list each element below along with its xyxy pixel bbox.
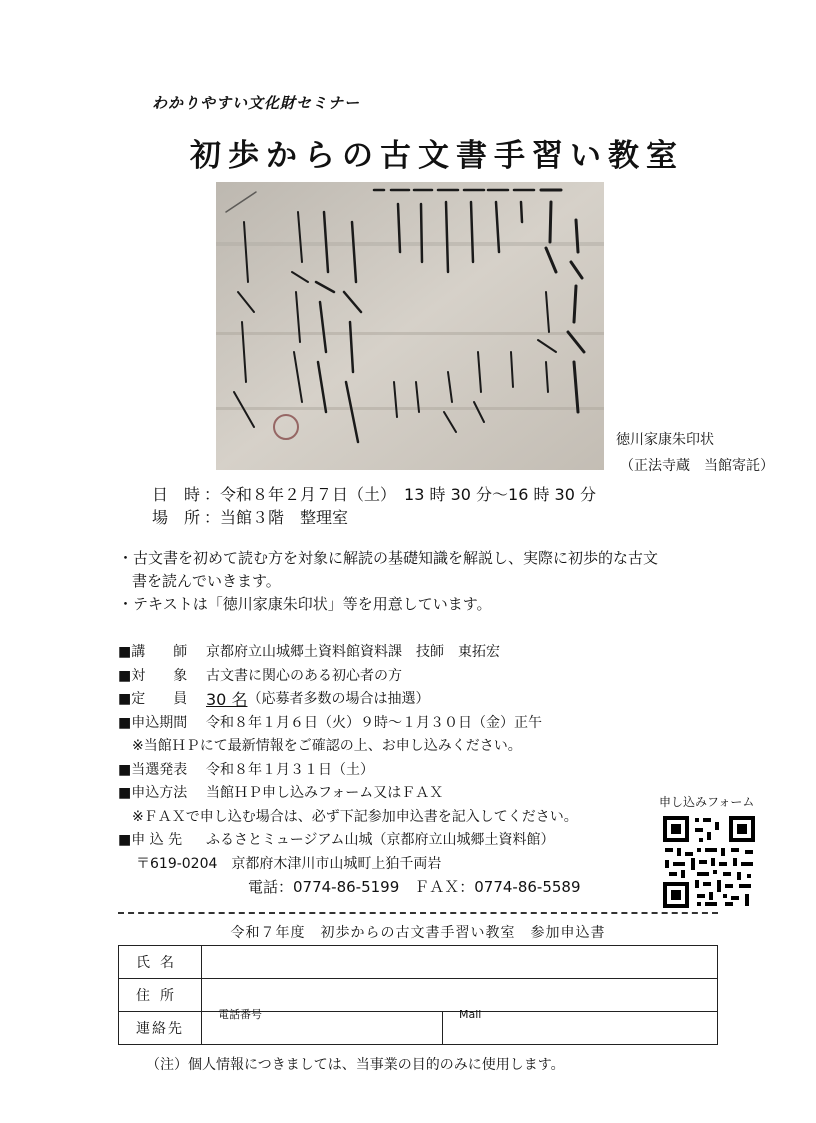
seminar-subtitle: わかりやすい文化財セミナー: [152, 94, 361, 112]
destination-row: [118, 829, 581, 853]
period-key: ■申込期間: [118, 714, 188, 731]
capacity-note: （応募者多数の場合は抽選）: [247, 691, 430, 707]
date-label: 日 時: [152, 485, 201, 504]
privacy-footnote: （注）個人情報につきましては、当事業の目的のみに使用します。: [146, 1057, 565, 1073]
contact-cell: [202, 1008, 718, 1045]
postal-address: 〒619-0204 京都府木津川市山城町上狛千両岩: [136, 855, 442, 872]
place-row: [152, 505, 348, 528]
phone-label: 電話番号: [218, 1008, 262, 1021]
photo-caption-source: （正法寺蔵 当館寄託）: [620, 458, 774, 474]
capacity-number: 30 名: [206, 690, 248, 709]
contact-split: [202, 1008, 717, 1044]
target-key: ■対 象: [118, 667, 188, 684]
bullet-line-1: ・古文書を初めて読む方を対象に解読の基礎知識を解説し、実際に初歩的な古文: [118, 549, 659, 567]
qr-code-graphic: [661, 814, 757, 910]
description-bullets: [118, 547, 658, 616]
announce-row: [118, 759, 581, 783]
destination-key: ■申 込 先: [118, 832, 183, 848]
announce-key: ■当選発表: [118, 761, 188, 778]
date-row: [152, 482, 596, 505]
method-note: ※ＦＡＸで申し込む場合は、必ず下記参加申込書を記入してください。: [132, 808, 578, 825]
lecturer-value: 京都府立山城郷土資料館資料課 技師 東拓宏: [206, 644, 500, 660]
period-note: ※当館ＨＰにて最新情報をご確認の上、お申し込みください。: [132, 738, 522, 754]
bullet-line-2: 書を読んでいきます。: [132, 572, 281, 590]
method-key: ■申込方法: [118, 785, 188, 801]
form-row-name: [119, 946, 718, 979]
target-row: [118, 665, 581, 689]
application-form-title: 令和７年度 初歩からの古文書手習い教室 参加申込書: [230, 925, 606, 941]
date-value: 令和８年２月７日（土） 13 時 30 分〜16 時 30 分: [220, 485, 596, 504]
mail-label: Mail: [459, 1008, 482, 1021]
bullet-line-3: ・テキストは「徳川家康朱印状」等を用意しています。: [118, 595, 492, 613]
lecturer-row: [118, 641, 581, 665]
place-label: 場 所: [152, 508, 201, 527]
capacity-row: [118, 688, 581, 712]
phone-field[interactable]: [202, 1008, 443, 1044]
old-document-image: [216, 182, 604, 470]
place-value: 当館３階 整理室: [220, 508, 349, 527]
event-details: [118, 641, 581, 900]
place-colon: ：: [204, 508, 221, 527]
date-colon: ：: [204, 485, 221, 504]
name-field[interactable]: [202, 946, 718, 979]
page-title: 初歩からの古文書手習い教室: [190, 138, 684, 174]
name-label: 氏名: [119, 946, 202, 979]
lecturer-key: ■講 師: [118, 644, 188, 660]
period-row: [118, 712, 581, 736]
application-form-table: [118, 945, 718, 1045]
form-row-contact: [119, 1012, 718, 1045]
method-value: 当館ＨＰ申し込みフォーム又はＦＡＸ: [206, 785, 444, 801]
announce-value: 令和８年１月３１日（土）: [206, 761, 374, 778]
capacity-key: ■定 員: [118, 691, 188, 707]
contact-label: 連絡先: [119, 1012, 202, 1045]
mail-field[interactable]: [443, 1008, 717, 1044]
method-row: [118, 782, 581, 806]
cut-line-divider: [118, 912, 718, 914]
form-row-address: [119, 979, 718, 1012]
destination-value: ふるさとミュージアム山城（京都府立山城郷土資料館）: [206, 832, 555, 848]
target-value: 古文書に関心のある初心者の方: [206, 667, 402, 684]
address-field[interactable]: [202, 979, 718, 1012]
period-value: 令和８年１月６日（火）９時〜１月３０日（金）正午: [206, 714, 542, 731]
qr-label: 申し込みフォーム: [659, 795, 755, 809]
address-label: 住所: [119, 979, 202, 1012]
photo-caption-name: 徳川家康朱印状: [616, 432, 714, 448]
old-document-illustration: [216, 182, 604, 470]
tel-fax: 電話：0774-86-5199 ＦＡＸ：0774-86-5589: [248, 878, 581, 896]
qr-code-icon[interactable]: [661, 814, 757, 910]
